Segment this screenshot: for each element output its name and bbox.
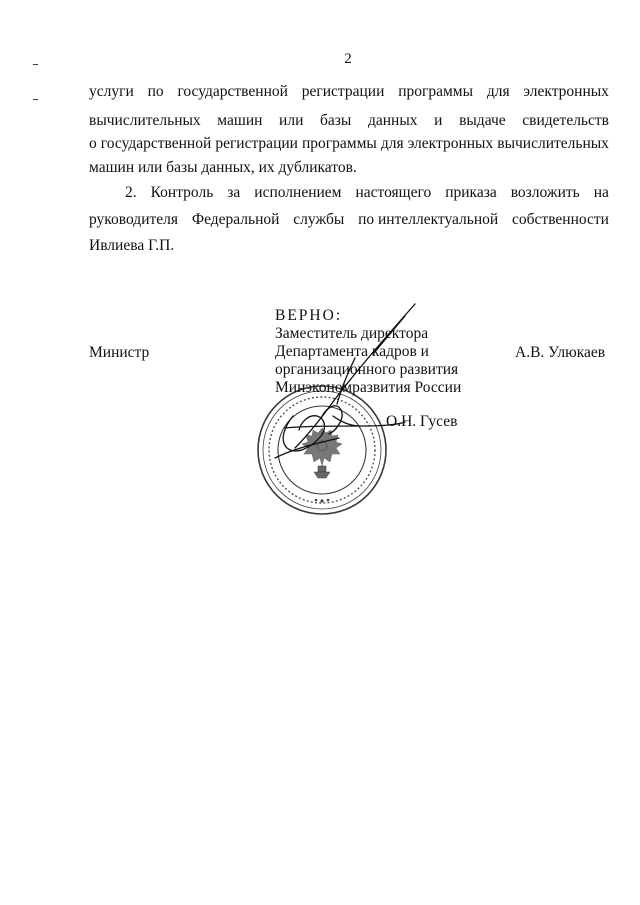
word: службы (293, 211, 345, 228)
paragraph-1-line-1 (89, 82, 609, 102)
certifier-title-line-4: Минэкономразвития России (275, 379, 462, 396)
minister-name: А.В. Улюкаев (515, 344, 606, 361)
word: приказа (445, 184, 497, 201)
word: электронных (407, 135, 494, 152)
page-number: 2 (344, 51, 352, 67)
word: Федеральной (191, 211, 280, 228)
word: машин (217, 112, 263, 129)
word: свидетельств (522, 112, 609, 129)
paragraph-1-line-4: машин или базы данных, их дубликатов. (89, 159, 357, 176)
handwritten-signature (255, 298, 435, 478)
paragraph-2-line-2 (89, 210, 609, 230)
word: вычислительных (497, 135, 609, 152)
word: регистрации (301, 83, 385, 100)
word: базы (320, 112, 352, 129)
word: выдаче (459, 112, 506, 129)
word: регистрации (215, 135, 298, 152)
paragraph-1-line-3 (89, 134, 609, 154)
certifier-title-line-1: Заместитель директора (275, 325, 429, 342)
margin-mark (33, 99, 38, 100)
word: государственной (177, 83, 288, 100)
word: и (434, 112, 443, 129)
certifier-name: О.Н. Гусев (386, 413, 458, 430)
word: по (147, 83, 164, 100)
word: программы (398, 83, 474, 100)
word: электронных (523, 83, 609, 100)
verno-label: ВЕРНО: (275, 307, 343, 324)
certifier-title-line-2: Департамента кадров и (275, 343, 429, 360)
word: 2. (125, 184, 137, 201)
word: для (380, 135, 404, 152)
word: данных (367, 112, 418, 129)
certifier-title-line-3: организационного развития (275, 361, 459, 378)
word: за (227, 184, 241, 201)
word: о (89, 135, 97, 152)
word: руководителя (89, 211, 179, 228)
word: вычислительных (89, 112, 201, 129)
paragraph-2-line-1 (125, 183, 609, 203)
minister-label: Министр (89, 344, 150, 361)
word: возложить (510, 184, 580, 201)
paragraph-1-line-2 (89, 111, 609, 131)
word: по интеллектуальной (358, 211, 499, 228)
paragraph-2-line-3: Ивлиева Г.П. (89, 237, 175, 254)
word: государственной (100, 135, 212, 152)
word: исполнением (254, 184, 342, 201)
word: на (593, 184, 609, 201)
word: настоящего (355, 184, 432, 201)
word: собственности (512, 211, 609, 228)
word: услуги (89, 83, 134, 100)
word: программы (302, 135, 377, 152)
word: для (486, 83, 510, 100)
word: Контроль (150, 184, 214, 201)
word: или (279, 112, 304, 129)
